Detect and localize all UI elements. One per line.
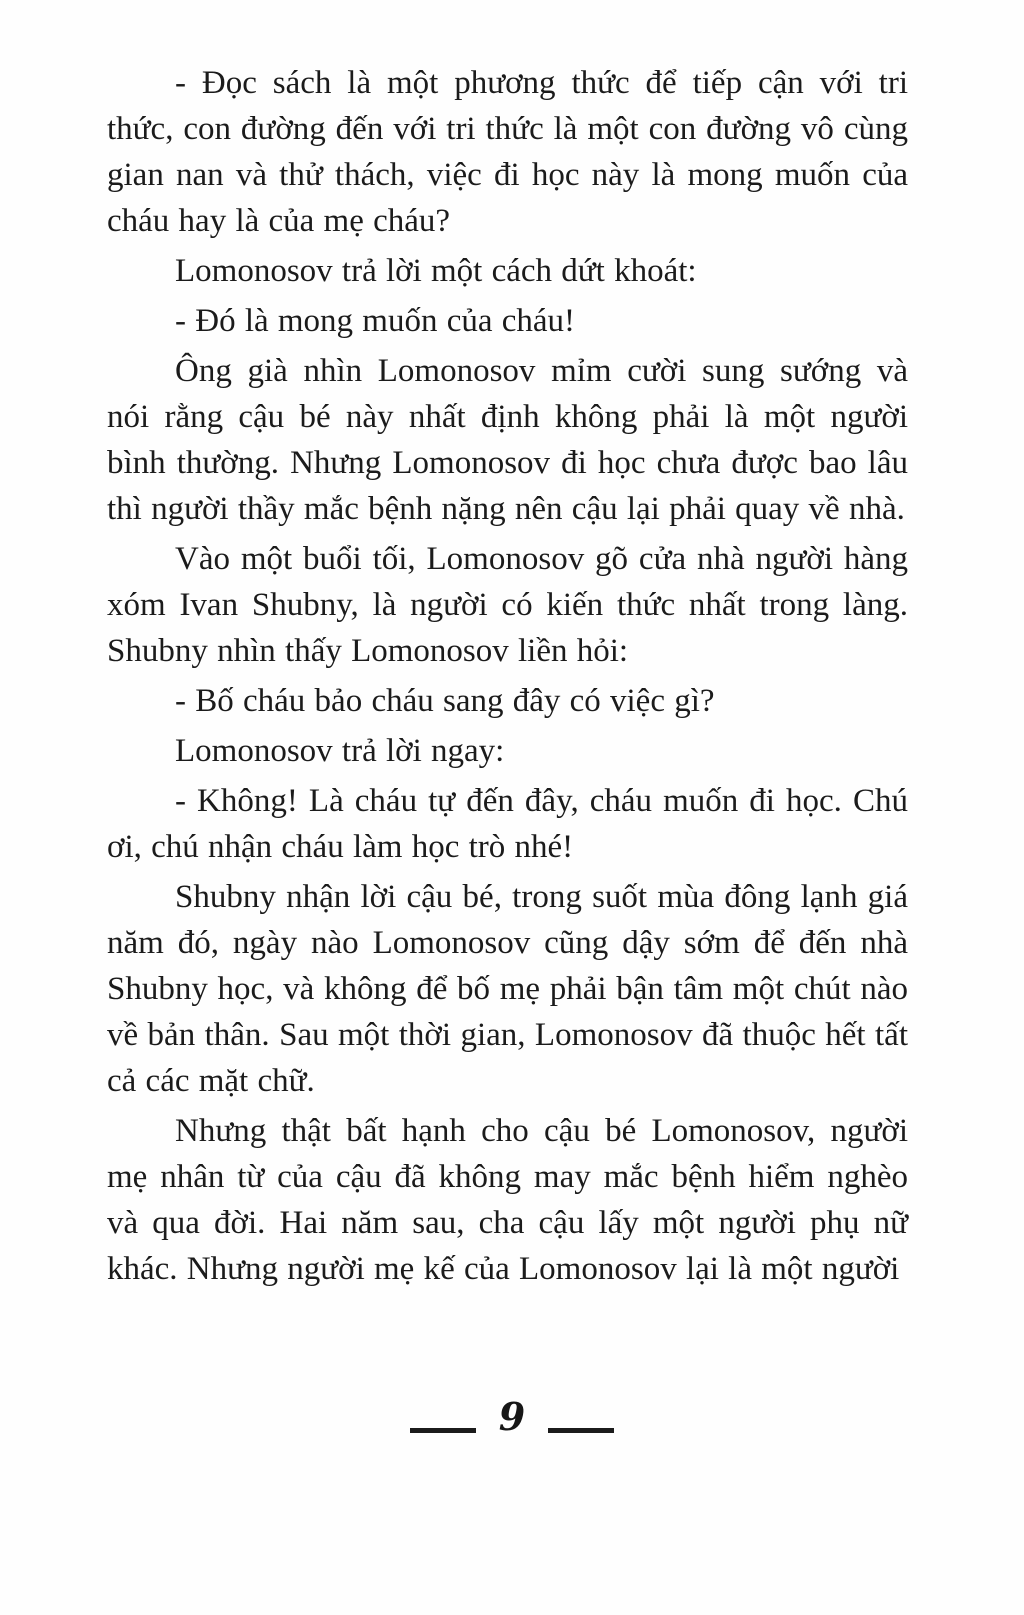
paragraph-dialogue: - Bố cháu bảo cháu sang đây có việc gì? (175, 683, 715, 719)
paragraph-narration: Nhưng thật bất hạnh cho cậu bé Lomonosov, người mẹ nhân từ của cậu đã không may mắc bệnh hiểm nghèo và qua đời. Hai năm sau, cha cậu lấy một người phụ nữ khác. Nhưng người mẹ kế của Lomonosov lại là một người (107, 1113, 908, 1287)
paragraph-narration: Lomonosov trả lời một cách dứt khoát: (175, 253, 697, 289)
paragraph-narration: Vào một buổi tối, Lomonosov gõ cửa nhà người hàng xóm Ivan Shubny, là người có kiến thức nhất trong làng. Shubny nhìn thấy Lomonosov liền hỏi: (107, 541, 908, 669)
body-text (107, 60, 908, 1296)
paragraph-dialogue: - Không! Là cháu tự đến đây, cháu muốn đi học. Chú ơi, chú nhận cháu làm học trò nhé! (107, 783, 908, 865)
footer-rule-left (410, 1428, 476, 1433)
paragraph-dialogue: - Đó là mong muốn của cháu! (175, 303, 576, 339)
paragraph-narration: Lomonosov trả lời ngay: (175, 733, 505, 769)
page-footer (0, 1394, 1024, 1439)
footer-rule-right (548, 1428, 614, 1433)
paragraph-narration: Ông già nhìn Lomonosov mỉm cười sung sướng và nói rằng cậu bé này nhất định không phải là một người bình thường. Nhưng Lomonosov đi học chưa được bao lâu thì người thầy mắc bệnh nặng nên cậu lại phải quay về nhà. (107, 353, 908, 527)
paragraph-dialogue: - Đọc sách là một phương thức để tiếp cận với tri thức, con đường đến với tri thức là một con đường vô cùng gian nan và thử thách, việc đi học này là mong muốn của cháu hay là của mẹ cháu? (107, 65, 908, 239)
page-number: 9 (498, 1394, 526, 1439)
paragraph-narration: Shubny nhận lời cậu bé, trong suốt mùa đông lạnh giá năm đó, ngày nào Lomonosov cũng dậy sớm để đến nhà Shubny học, và không để bố mẹ phải bận tâm một chút nào về bản thân. Sau một thời gian, Lomonosov đã thuộc hết tất cả các mặt chữ. (107, 879, 908, 1099)
